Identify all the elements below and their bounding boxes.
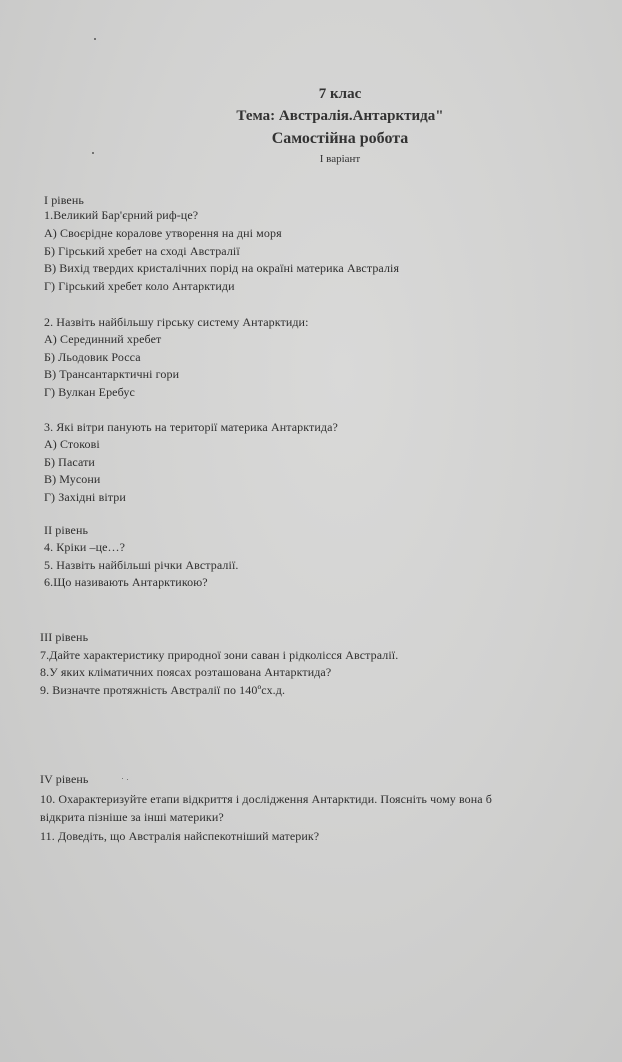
- question-1-option-a: А) Своєрідне коралове утворення на дні моря: [44, 226, 282, 240]
- scan-speck: [127, 779, 128, 780]
- question-4: 4. Кріки –це…?: [44, 540, 126, 554]
- question-1-option-g: Г) Гірський хребет коло Антарктиди: [44, 279, 235, 293]
- question-1-option-b: Б) Гірський хребет на сході Австралії: [44, 244, 240, 258]
- question-8: 8.У яких кліматичних поясах розташована Антарктида?: [40, 665, 332, 679]
- question-5: 5. Назвіть найбільші річки Австралії.: [44, 558, 239, 572]
- question-3: 3. Які вітри панують на території материка Антарктида?: [44, 420, 338, 434]
- scan-speck: [94, 38, 96, 40]
- variant-label: І варіант: [319, 153, 361, 165]
- question-2-option-b: Б) Льодовик Росса: [44, 350, 141, 364]
- level-2-title: ІІ рівень: [44, 523, 89, 537]
- question-2-option-a: А) Серединний хребет: [44, 332, 162, 346]
- question-3-option-v: В) Мусони: [44, 472, 101, 486]
- question-2: 2. Назвіть найбільшу гірську систему Антарктиди:: [44, 315, 309, 329]
- question-1-option-v: В) Вихід твердих кристалічних порід на окраїні материка Австралія: [44, 261, 400, 275]
- question-1: 1.Великий Бар'єрний риф-це?: [44, 208, 199, 222]
- level-4-title: ІV рівень: [40, 772, 89, 786]
- question-2-option-v: В) Трансантарктичні гори: [44, 367, 180, 381]
- question-10-line-1: 10. Охарактеризуйте етапи відкриття і дослідження Антарктиди. Поясніть чому вона б: [40, 792, 493, 806]
- question-3-option-b: Б) Пасати: [44, 455, 95, 469]
- level-3-title: ІІІ рівень: [40, 630, 89, 644]
- question-6: 6.Що називають Антарктикою?: [44, 575, 208, 589]
- question-3-option-g: Г) Західні вітри: [44, 490, 126, 504]
- level-1-title: І рівень: [44, 193, 84, 207]
- question-11: 11. Доведіть, що Австралія найспекотніший материк?: [40, 829, 320, 843]
- scan-speck: [92, 152, 94, 154]
- grade-title: 7 клас: [318, 86, 362, 102]
- scan-speck: [122, 778, 123, 779]
- question-7: 7.Дайте характеристику природної зони саван і рідколісся Австралії.: [40, 648, 399, 662]
- question-9: 9. Визначте протяжність Австралії по 140ºсх.д.: [40, 683, 286, 697]
- question-10-line-2: відкрита пізніше за інші материки?: [40, 810, 224, 824]
- topic-title: Тема: Австралія.Антарктида": [236, 108, 444, 124]
- question-3-option-a: А) Стокові: [44, 437, 100, 451]
- work-title: Самостійна робота: [271, 130, 409, 147]
- question-2-option-g: Г) Вулкан Еребус: [44, 385, 135, 399]
